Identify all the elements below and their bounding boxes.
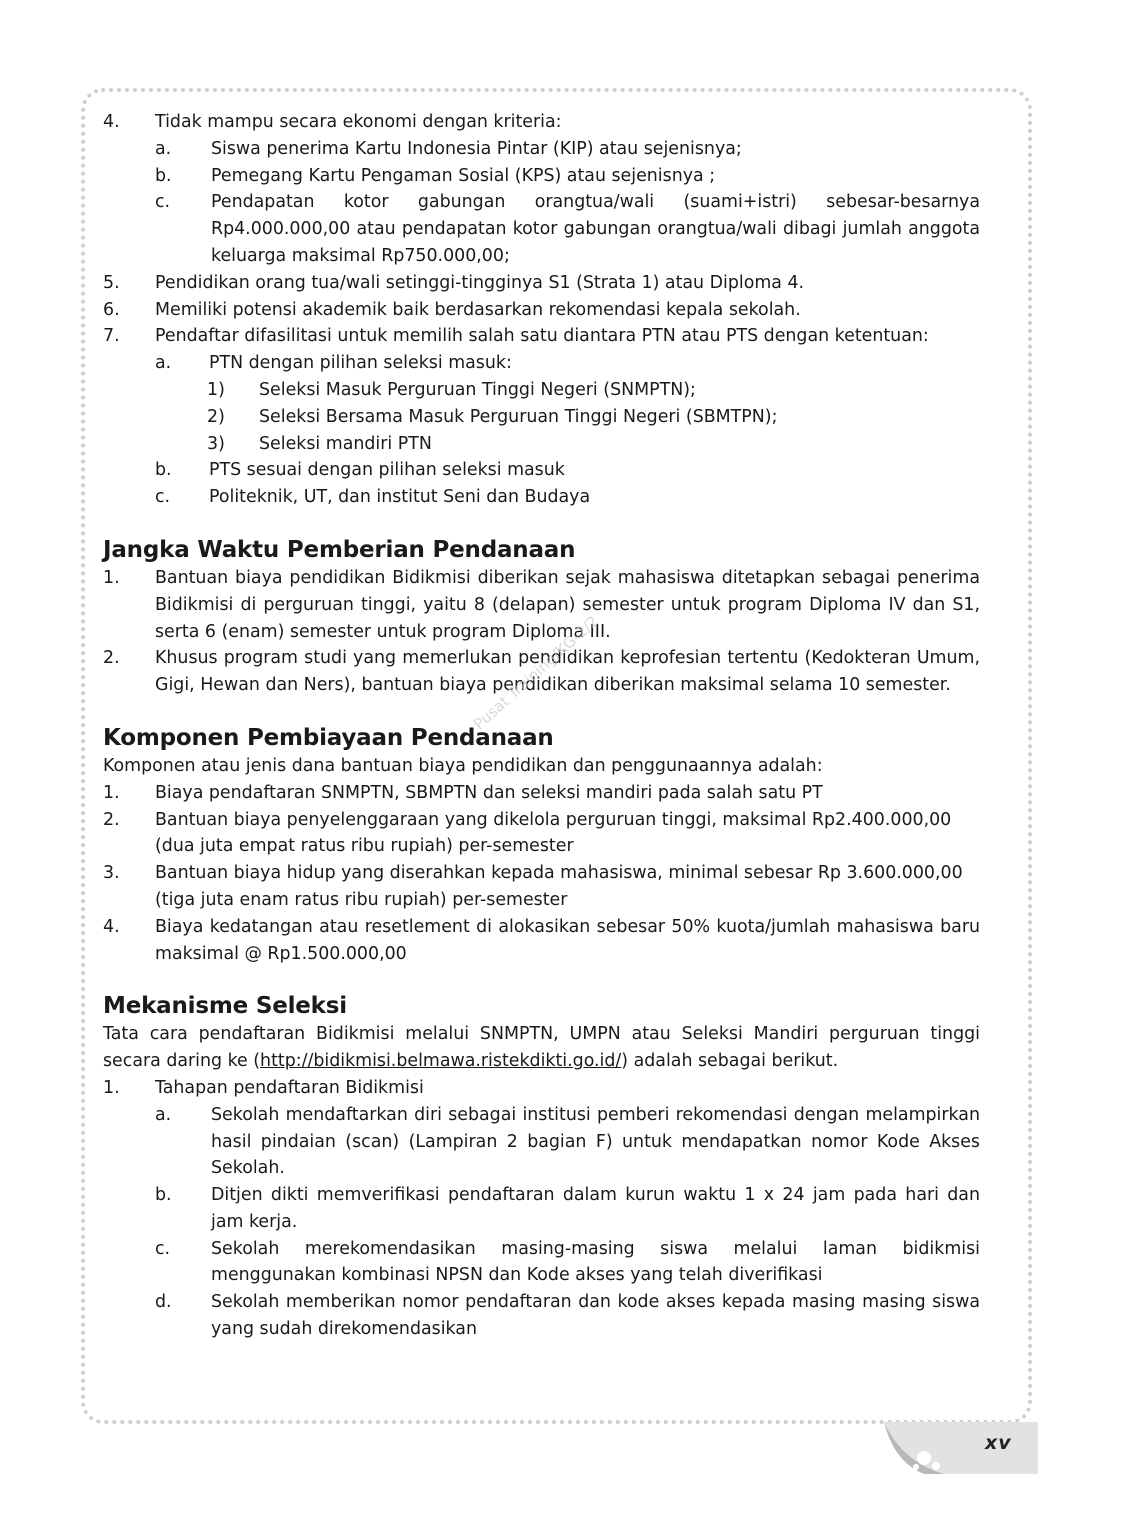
sub-list-text: Politeknik, UT, dan institut Seni dan Budaya	[209, 487, 591, 508]
sub-list-letter: b.	[155, 1185, 172, 1206]
sub-list-item	[103, 136, 980, 163]
list-number: 7.	[103, 326, 120, 347]
list-number: 1.	[103, 782, 120, 803]
section-heading-komponen: Komponen Pembiayaan Pendanaan	[103, 724, 554, 751]
sub-list-letter: c.	[155, 192, 171, 213]
list-number: 4.	[103, 112, 120, 132]
list-item	[103, 270, 980, 297]
list-text: Bantuan biaya penyelenggaraan yang dikelola perguruan tinggi, maksimal Rp2.400.000,00 (dua juta empat ratus ribu rupiah) per-semester	[155, 809, 952, 857]
sub-sub-list-text: Seleksi Bersama Masuk Perguruan Tinggi Negeri (SBMTPN);	[259, 406, 778, 427]
sub-list-letter: a.	[155, 353, 172, 374]
list-item	[103, 297, 980, 324]
sub-list-text: Sekolah memberikan nomor pendaftaran dan kode akses kepada masing masing siswa yang sudah direkomendasikan	[211, 1292, 980, 1340]
sub-list-item	[103, 1289, 980, 1343]
list-number: 4.	[103, 916, 120, 937]
sub-sub-list-number: 2)	[207, 406, 225, 427]
list-number: 1.	[103, 1077, 120, 1098]
lead-text-after: ) adalah sebagai berikut.	[621, 1051, 839, 1072]
sub-list-text: Siswa penerima Kartu Indonesia Pintar (KIP) atau sejenisnya;	[211, 138, 742, 159]
sub-list-letter: b.	[155, 460, 172, 481]
sub-list-text: Pemegang Kartu Pengaman Sosial (KPS) atau sejenisnya ;	[211, 165, 716, 186]
list-item	[103, 807, 980, 861]
list-text: Biaya kedatangan atau resetlement di alokasikan sebesar 50% kuota/jumlah mahasiswa baru maksimal @ Rp1.500.000,00	[155, 916, 980, 964]
list-number: 1.	[103, 567, 120, 588]
watermark: Pusat Training/KG-2/2	[470, 612, 602, 734]
sub-list-letter: a.	[155, 138, 172, 159]
sub-list-item	[103, 350, 980, 377]
section-lead: Komponen atau jenis dana bantuan biaya pendidikan dan penggunaannya adalah:	[103, 755, 823, 776]
list-item	[103, 914, 980, 968]
sub-sub-list-text: Seleksi Masuk Perguruan Tinggi Negeri (SNMPTN);	[259, 379, 696, 400]
list-text: Khusus program studi yang memerlukan pendidikan keprofesian tertentu (Kedokteran Umum, Gigi, Hewan dan Ners), bantuan biaya pendidikan diberikan maksimal selama 10 semester.	[155, 648, 980, 696]
list-text: Tidak mampu secara ekonomi dengan kriteria:	[155, 112, 562, 132]
page-number: xv	[985, 1432, 1012, 1454]
section-heading-mekanisme: Mekanisme Seleksi	[103, 993, 347, 1020]
list-item	[103, 323, 980, 350]
lead-text-before: Tata cara pendaftaran Bidikmisi melalui SNMPTN, UMPN atau Seleksi Mandiri perguruan tinggi secara daring ke (	[103, 1024, 980, 1072]
sub-list-text: Sekolah mendaftarkan diri sebagai institusi pemberi rekomendasi dengan melampirkan hasil pindaian (scan) (Lampiran 2 bagian F) untuk mendapatkan nomor Kode Akses Sekolah.	[211, 1104, 980, 1179]
sub-list-letter: d.	[155, 1292, 172, 1313]
sub-list-item	[103, 484, 980, 511]
sub-list-item	[103, 189, 980, 269]
sub-list-text: Sekolah merekomendasikan masing-masing siswa melalui laman bidikmisi menggunakan kombinasi NPSN dan Kode akses yang telah diverifikasi	[211, 1238, 980, 1286]
sub-list-text: PTS sesuai dengan pilihan seleksi masuk	[209, 460, 565, 481]
sub-list-text: Pendapatan kotor gabungan orangtua/wali (suami+istri) sebesar-besarnya Rp4.000.000,00 atau pendapatan kotor gabungan orangtua/wali dibagi jumlah anggota keluarga maksimal Rp750.000,00;	[211, 192, 980, 266]
page-corner-decoration	[884, 1422, 1038, 1474]
sub-list-item	[103, 163, 980, 190]
list-item	[103, 1075, 980, 1102]
list-number: 6.	[103, 299, 120, 320]
section-lead	[103, 1021, 980, 1075]
list-item	[103, 565, 980, 645]
list-number: 2.	[103, 809, 120, 830]
sub-list-item	[103, 1236, 980, 1290]
sub-list-item	[103, 1182, 980, 1236]
sub-sub-list-number: 3)	[207, 433, 225, 454]
list-item	[103, 109, 980, 136]
section-heading-jangka-waktu: Jangka Waktu Pemberian Pendanaan	[103, 536, 576, 563]
list-text: Bantuan biaya hidup yang diserahkan kepada mahasiswa, minimal sebesar Rp 3.600.000,00 (tiga juta enam ratus ribu rupiah) per-semester	[155, 863, 963, 910]
list-text: Memiliki potensi akademik baik berdasarkan rekomendasi kepala sekolah.	[155, 299, 801, 320]
page-content	[103, 109, 980, 1343]
sub-list-letter: c.	[155, 487, 171, 508]
list-text: Bantuan biaya pendidikan Bidikmisi diberikan sejak mahasiswa ditetapkan sebagai penerima Bidikmisi di perguruan tinggi, yaitu 8 (delapan) semester untuk program Diploma IV dan S1, serta 6 (enam) semester untuk program Diploma III.	[155, 567, 980, 642]
sub-sub-list-item	[103, 404, 980, 431]
list-item	[103, 860, 980, 914]
sub-list-text: Ditjen dikti memverifikasi pendaftaran dalam kurun waktu 1 x 24 jam pada hari dan jam kerja.	[211, 1185, 980, 1232]
sub-sub-list-item	[103, 377, 980, 404]
list-number: 2.	[103, 648, 120, 669]
sub-list-letter: c.	[155, 1238, 171, 1259]
sub-list-letter: a.	[155, 1104, 172, 1125]
bidikmisi-link[interactable]: http://bidikmisi.belmawa.ristekdikti.go.id/	[260, 1051, 622, 1072]
sub-list-text: PTN dengan pilihan seleksi masuk:	[209, 353, 512, 374]
sub-sub-list-item	[103, 431, 980, 458]
list-text: Pendidikan orang tua/wali setinggi-tingginya S1 (Strata 1) atau Diploma 4.	[155, 272, 805, 293]
list-text: Biaya pendaftaran SNMPTN, SBMPTN dan seleksi mandiri pada salah satu PT	[155, 782, 823, 803]
list-text: Tahapan pendaftaran Bidikmisi	[155, 1077, 424, 1098]
list-item	[103, 780, 980, 807]
list-text: Pendaftar difasilitasi untuk memilih salah satu diantara PTN atau PTS dengan ketentuan:	[155, 326, 929, 347]
list-number: 3.	[103, 863, 120, 884]
sub-sub-list-text: Seleksi mandiri PTN	[259, 433, 432, 454]
sub-list-letter: b.	[155, 165, 172, 186]
list-number: 5.	[103, 272, 120, 293]
sub-list-item	[103, 1102, 980, 1182]
sub-list-item	[103, 457, 980, 484]
sub-sub-list-number: 1)	[207, 379, 225, 400]
